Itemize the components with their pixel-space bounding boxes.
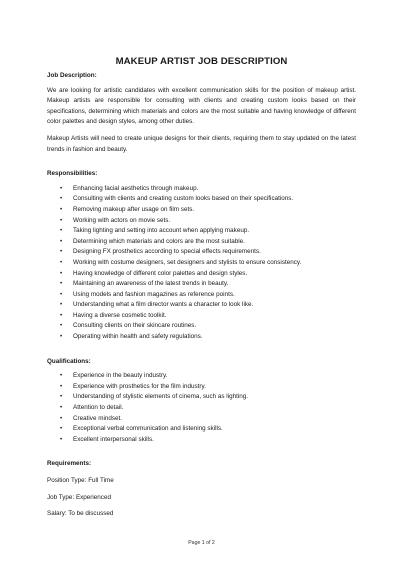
responsibilities-heading: Responsibilities: — [47, 170, 98, 178]
list-item: • Attention to detail. — [60, 403, 356, 414]
requirements-heading: Requirements: — [47, 460, 92, 468]
list-item: • Working with actors on movie sets. — [60, 216, 356, 227]
responsibilities-list — [47, 184, 356, 343]
list-item: • Having knowledge of different color palettes and design styles. — [60, 269, 356, 280]
list-item: • Experience in the beauty industry. — [60, 371, 356, 382]
list-item: • Maintaining an awareness of the latest trends in beauty. — [60, 279, 356, 290]
document-body — [47, 71, 356, 520]
list-item: • Working with costume designers, set designers and stylists to ensure consistency. — [60, 258, 356, 269]
list-item: • Experience with prosthetics for the film industry. — [60, 382, 356, 393]
list-item: • Exceptional verbal communication and listening skills. — [60, 424, 356, 435]
list-item: • Determining which materials and colors are the most suitable. — [60, 237, 356, 248]
document-title: MAKEUP ARTIST JOB DESCRIPTION — [115, 56, 288, 67]
list-item: • Having a diverse cosmetic toolkit. — [60, 311, 356, 322]
list-item: • Consulting with clients and creating custom looks based on their specifications. — [60, 194, 356, 205]
list-item: • Creative mindset. — [60, 414, 356, 425]
job-description-paragraph: We are looking for artistic candidates with excellent communication skills for the position of makeup artist. Makeup artists are responsible for consulting with clients and creating custom looks based on their specifications, determining which materials and colors are the most suitable and having knowledge of different color palettes and design styles, among other duties. — [47, 86, 356, 126]
list-item: • Understanding what a film director wants a character to look like. — [60, 300, 356, 311]
qualifications-list — [47, 371, 356, 445]
page-number: Page 1 of 2 — [188, 540, 215, 546]
job-description-paragraph: Makeup Artists will need to create unique designs for their clients, requiring them to stay updated on the latest trends in fashion and beauty. — [47, 134, 356, 153]
list-item: • Removing makeup after usage on film sets. — [60, 205, 356, 216]
requirement-position-type: Position Type: Full Time — [47, 477, 114, 484]
list-item: • Consulting clients on their skincare routines. — [60, 321, 356, 332]
list-item: • Understanding of stylistic elements of cinema, such as lighting. — [60, 392, 356, 403]
list-item: • Taking lighting and setting into account when applying makeup. — [60, 226, 356, 237]
list-item: • Using models and fashion magazines as reference points. — [60, 290, 356, 301]
list-item: • Enhancing facial aesthetics through makeup. — [60, 184, 356, 195]
qualifications-heading: Qualifications: — [47, 357, 91, 365]
requirement-job-type: Job Type: Experienced — [47, 493, 111, 501]
job-description-heading: Job Description: — [47, 72, 97, 79]
list-item: • Designing FX prosthetics according to special effects requirements. — [60, 247, 356, 258]
list-item: • Excellent interpersonal skills. — [60, 435, 356, 446]
requirement-salary: Salary: To be discussed — [47, 510, 114, 518]
list-item: • Operating within health and safety regulations. — [60, 332, 356, 343]
